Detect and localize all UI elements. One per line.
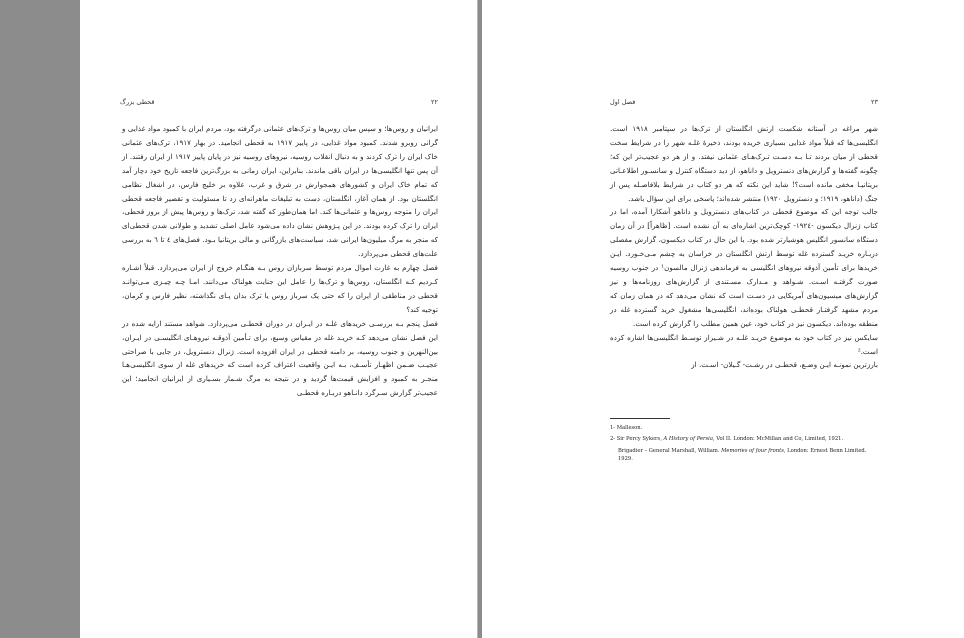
footnote-publication: London: Ernest Benn Limited. 1929. [618, 447, 867, 462]
footnote-author: Sir Percy Sykers, [616, 436, 662, 443]
left-page-number: ٢٢ [431, 98, 438, 106]
footnote-number: 1- [610, 425, 616, 431]
right-page-number: ٢٣ [871, 98, 878, 106]
right-page-header [610, 98, 878, 106]
footnote-author: Brigadier – General Marshall, William. [618, 447, 720, 454]
left-page [80, 0, 478, 638]
right-page-running-title: فصل اول [610, 98, 636, 106]
footnote-book-title: Memories of four fronts, [721, 447, 786, 454]
footnote-book-title: A History of Persia, [663, 436, 715, 443]
paragraph: فصل پنجم بـه بررسـی خریدهای غلـه در ایـران در دوران قحطـی می‌پردازد. شواهد مستند ارایه شده در این فصل نشان می‌دهد کـه خریـد غله در مقیاس وسیع، برای تـأمین آذوقـه نیروهـای انگلیسـی در ایـران، بین‌النهرین و جنوب روسیه، بر دامنه قحطی در ایران افزوده است. ژنرال دنسترویل، در جایی با صراحتی عجیـب ضـمن اظهـار تأسـف، بـه ایـن واقعیت اعتراف کرده است که خریدهای غله از سوی انگلیسی‌هـا منجـر به کمبود و افزایش قیمت‌ها گردید و در نتیجه به مرگ شـمار بسـیاری از ایرانیان انجامید؛ این عجیب‌تر گزارش سـرگرد دانـاهو دربـاره قحطـی [122, 318, 438, 398]
footnotes [610, 424, 878, 466]
paragraph: بارزترین نمونـه ایـن وضـع، قحطـی در رشـت- گـیلان- اسـت. از [691, 360, 878, 370]
paragraph: ایرانیان و روس‌ها؛ و سپس میان روس‌ها و ترک‌های عثمانی درگرفته بود، مردم ایران با کمبود مواد غذایی و گرانی روبرو شدند. کمبود مواد غذایی، در پاییز ۱۹۱۷ به قحطی انجامید. در بهار ۱۹۱۷، ترک‌های عثمانی خاک ایران را ترک کردند و به دنبال انقلاب روسیه، نیروهای روسیه نیز در پایان پاییز ۱۹۱۷ از ایران رفتند. از آن پس تنها انگلیسی‌ها در ایران باقی ماندند. بنابراین، ایران زمانی به بزرگ‌ترین فاجعه تاریخ خود دچار آمد که تمام خاک ایران و کشورهای همجوارش در شرق و غرب، علاوه بر خلیج فارس، در اشغال نظامی انگلستان بود. از همان آغاز، انگلستان، دست به تبلیغات ماهرانه‌ای زد تا مسئولیت و تقصیر فاجعه قحطی ایران را متوجه روس‌ها و عثمانی‌ها کند. اما همان‌طور که گفته شد، ترک‌ها و روس‌ها پیش از بروز قحطی، ایران را ترک کرده بودند. در این پـژوهش نشان داده می‌شود عامل اصلی تشدید و طولانی شدن قحطی‌ای که منجر به مرگ میلیون‌ها ایرانی شد، سیاست‌های بازرگانی و مالی بریتانیا بـود. فصل‌های ٤ تا ٦ به بررسی علت‌های قحطی می‌پردازد. [122, 124, 439, 259]
footnote-publication: Vol II. London: McMillan and Co, Limited, 1921. [716, 436, 844, 443]
footnote-number: 2- [610, 436, 616, 443]
footnote-text: Malleson. [616, 425, 643, 431]
paragraph: جالب توجه این که موضوع قحطی در کتاب‌های دنسترویل و داناهو آشکارا آمده، اما در کتاب ژنرال دیکسون -۱۹۲٤- کوچک‌ترین اشاره‌ای به آن نشده است. [ظاهراً] در آن زمان دستگاه سانسور انگلیس هوشیارتر شده بود. با این حال در کتاب دیکسون، گزارش مفصلی دربـاره خریـد گسترده غله توسط ارتش انگلستان در خراسان به چشم مـی‌خـورد. ایـن خریدها برای تأمین آذوقه نیروهای انگلیسی به فرماندهی ژنرال مالسون¹ در جنوب روسیه صورت گرفتـه اسـت. شـواهد و مـدارک مسـتندی از گزارش‌های روزنامه‌ها و نیز گزارش‌های میسیون‌های آمریکایی در دسـت است که نشان می‌دهد که در همان زمان که مردم مشهد گرفتـار قحطـی هولناک بوده‌اند، انگلیسی‌ها مشغول خرید گسترده غله در منطقه بوده‌اند. دیکسون نیز در کتاب خود، عین همین مطلب را گزارش کرده است. [610, 207, 878, 328]
left-page-header [120, 98, 438, 106]
right-page-body [610, 122, 878, 372]
left-page-body [122, 122, 438, 400]
paragraph: فصل چهارم به غارت اموال مردم توسط سربازان روس بـه هنگـام خروج از ایران می‌پردازد. قبلاً اشـاره کـردیم کـه انگلستان، روس‌ها و ترک‌ها را عامل این جنایت هولناک می‌دانند. امـا چـه چیـزی مـی‌توانـد قحطی در مناطقی از ایران را که حتی یک سرباز روس یا ترک بدان پـای نگذاشته، نظیر فارس و کرمان، توجیه کند؟ [122, 263, 438, 314]
footnote-2 [610, 435, 878, 443]
paragraph: شهر مراغه در آستانه شکست ارتش انگلستان از ترک‌ها در سپتامبر ۱۹۱۸ است. انگلیسی‌ها که قبلاً مواد غذایی بسیاری خریده بودند، ذخیرهٔ غلـه شهر را در شرایط سخت قحطی از میان بردند تـا بـه دسـت تـرک‌هـای عثمانی نیفتد. و از هر دو عجیب‌تر این که؛ چگونه گفته‌ها و گزارش‌های دنسترویل و داناهو، از دید دستگاه کنترل و سانسـور اطلاعـاتی بریتانیـا مخفی مانده است؟! شاید این نکته که هر دو کتاب در شرایط بلافاصـله پس از جنگ (داناهو، ۱۹۱۹؛ و دنسترویل ۱۹۲۰) منتشر شده‌اند؛ پاسخی برای این سؤال باشد. [610, 124, 878, 203]
footnote-1 [610, 424, 878, 432]
left-page-running-title: قحطی بزرگ [120, 98, 155, 106]
footnote-rule [610, 418, 670, 419]
paragraph: سایکس نیز در کتاب خود به موضوع خریـد غلـه در شـیراز توسـط انگلیسی‌ها اشاره کرده است.² [610, 332, 878, 356]
right-page [482, 0, 964, 638]
footnote-3 [610, 447, 878, 464]
